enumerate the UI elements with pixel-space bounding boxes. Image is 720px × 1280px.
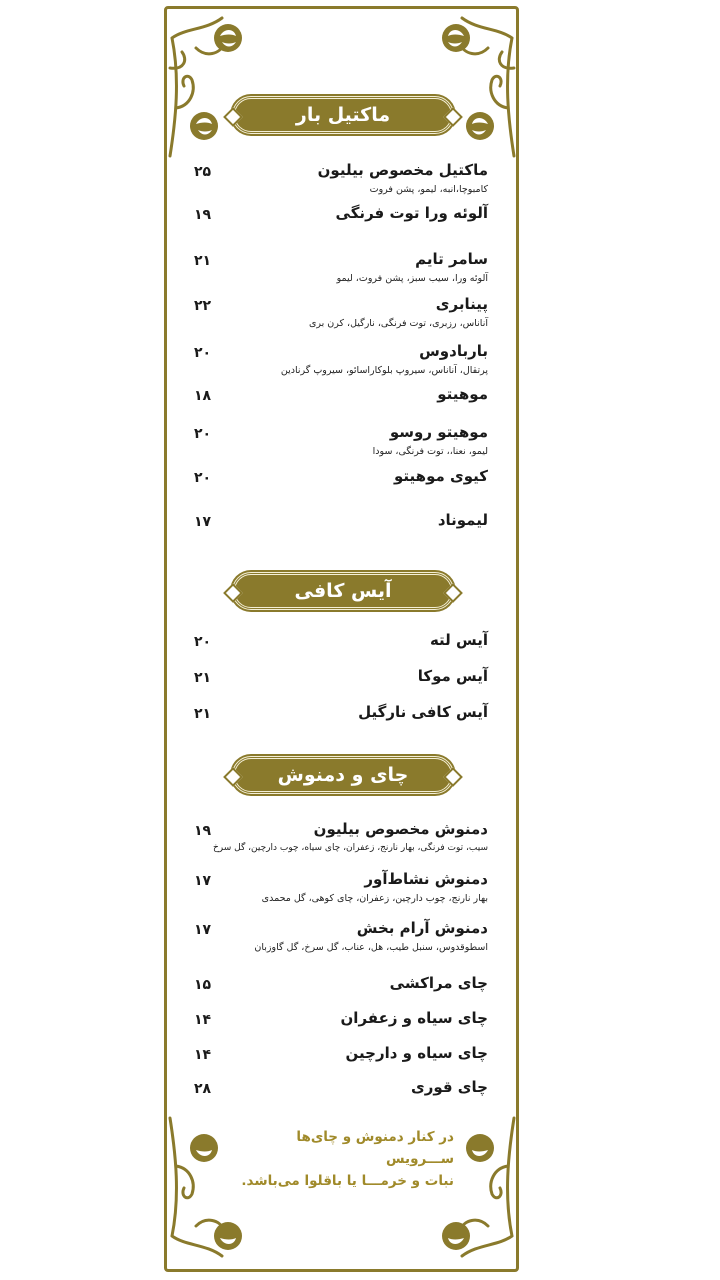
item-price: ۱۷ bbox=[194, 922, 212, 938]
item-name: موهیتو روسو bbox=[389, 423, 488, 441]
item-price: ۱۷ bbox=[194, 873, 212, 889]
item-name: چای قوری bbox=[410, 1078, 488, 1096]
item-price: ۲۸ bbox=[194, 1081, 212, 1097]
item-price: ۱۹ bbox=[194, 823, 212, 839]
menu-item bbox=[190, 1078, 488, 1118]
item-price: ۲۲ bbox=[194, 298, 212, 314]
section-title-mocktail-bar: ماکتیل بار bbox=[232, 96, 454, 134]
item-price: ۲۱ bbox=[194, 253, 212, 269]
item-name: دمنوش آرام بخش bbox=[356, 919, 488, 937]
floral-ornament-icon bbox=[430, 8, 518, 158]
menu-item bbox=[190, 919, 488, 959]
item-name: پینابری bbox=[435, 295, 488, 313]
item-price: ۲۰ bbox=[194, 470, 212, 486]
item-name: دمنوش نشاط‌آور bbox=[364, 870, 488, 888]
item-desc: آناناس، رزبری، توت فرنگی، نارگیل، کرن بری bbox=[308, 318, 488, 329]
item-price: ۱۸ bbox=[194, 388, 212, 404]
item-name: کیوی موهیتو bbox=[394, 467, 488, 485]
item-name: آیس موکا bbox=[417, 667, 488, 685]
menu-item bbox=[190, 631, 488, 671]
menu-item bbox=[190, 204, 488, 244]
item-price: ۱۷ bbox=[194, 514, 212, 530]
menu-item bbox=[190, 703, 488, 743]
menu-item bbox=[190, 250, 488, 290]
item-name: چای سیاه و دارچین bbox=[345, 1044, 488, 1062]
menu-item bbox=[190, 342, 488, 382]
item-desc: اسطوقدوس، سنبل طیب، هل، عناب، گل سرخ، گل گاوزبان bbox=[254, 942, 488, 953]
item-price: ۱۹ bbox=[194, 207, 212, 223]
item-desc: کامبوچا،انبه، لیمو، پشن فروت bbox=[369, 184, 488, 195]
menu-item bbox=[190, 467, 488, 507]
item-name: چای سیاه و زعفران bbox=[340, 1009, 488, 1027]
section-title-ice-coffee: آیس کافی bbox=[232, 572, 454, 610]
item-desc: سیب، توت فرنگی، بهار نارنج، زعفران، چای سیاه، چوب دارچین، گل سرخ bbox=[212, 843, 488, 853]
item-name: آیس لته bbox=[429, 631, 488, 649]
footnote-line-1: در کنار دمنوش و چای‌ها ســـرویس bbox=[296, 1129, 454, 1167]
menu-item bbox=[190, 974, 488, 1014]
item-price: ۲۵ bbox=[194, 164, 212, 180]
item-name: موهیتو bbox=[437, 385, 488, 403]
footnote bbox=[232, 1126, 454, 1192]
item-desc: پرتقال، آناناس، سیروپ بلوکاراسائو، سیروپ گرنادین bbox=[280, 365, 488, 376]
item-name: آلوئه ورا توت فرنگی bbox=[335, 204, 488, 222]
menu-item bbox=[190, 511, 488, 551]
item-price: ۱۵ bbox=[194, 977, 212, 993]
item-price: ۲۰ bbox=[194, 634, 212, 650]
menu-item bbox=[190, 667, 488, 707]
menu-item bbox=[190, 385, 488, 425]
item-price: ۲۱ bbox=[194, 706, 212, 722]
item-price: ۲۰ bbox=[194, 426, 212, 442]
item-name: دمنوش مخصوص بیلیون bbox=[313, 820, 488, 838]
item-price: ۱۴ bbox=[194, 1012, 212, 1028]
item-desc: آلوئه ورا، سیب سبز، پشن فروت، لیمو bbox=[336, 273, 488, 284]
item-name: سامر تایم bbox=[415, 250, 488, 268]
menu-item bbox=[190, 161, 488, 201]
item-name: آیس کافی نارگیل bbox=[358, 703, 488, 721]
item-desc: بهار نارنج، چوب دارچین، زعفران، چای کوهی، گل محمدی bbox=[261, 893, 488, 904]
footnote-line-2: نبات و خرمـــا یا باقلوا می‌باشد. bbox=[241, 1173, 454, 1189]
menu-item bbox=[190, 870, 488, 910]
section-title-tea-infusion: چای و دمنوش bbox=[232, 756, 454, 794]
item-price: ۲۱ bbox=[194, 670, 212, 686]
menu-item bbox=[190, 295, 488, 335]
item-price: ۱۴ bbox=[194, 1047, 212, 1063]
item-name: ماکتیل مخصوص بیلیون bbox=[317, 161, 488, 179]
menu-item bbox=[190, 1009, 488, 1049]
item-name: باربادوس bbox=[419, 342, 488, 360]
item-name: لیموناد bbox=[437, 511, 488, 529]
item-desc: لیمو، نعنا،، توت فرنگی، سودا bbox=[372, 446, 488, 457]
floral-ornament-icon bbox=[166, 8, 254, 158]
menu-item bbox=[190, 423, 488, 463]
item-price: ۲۰ bbox=[194, 345, 212, 361]
item-name: چای مراکشی bbox=[389, 974, 488, 992]
menu-item bbox=[190, 820, 488, 860]
